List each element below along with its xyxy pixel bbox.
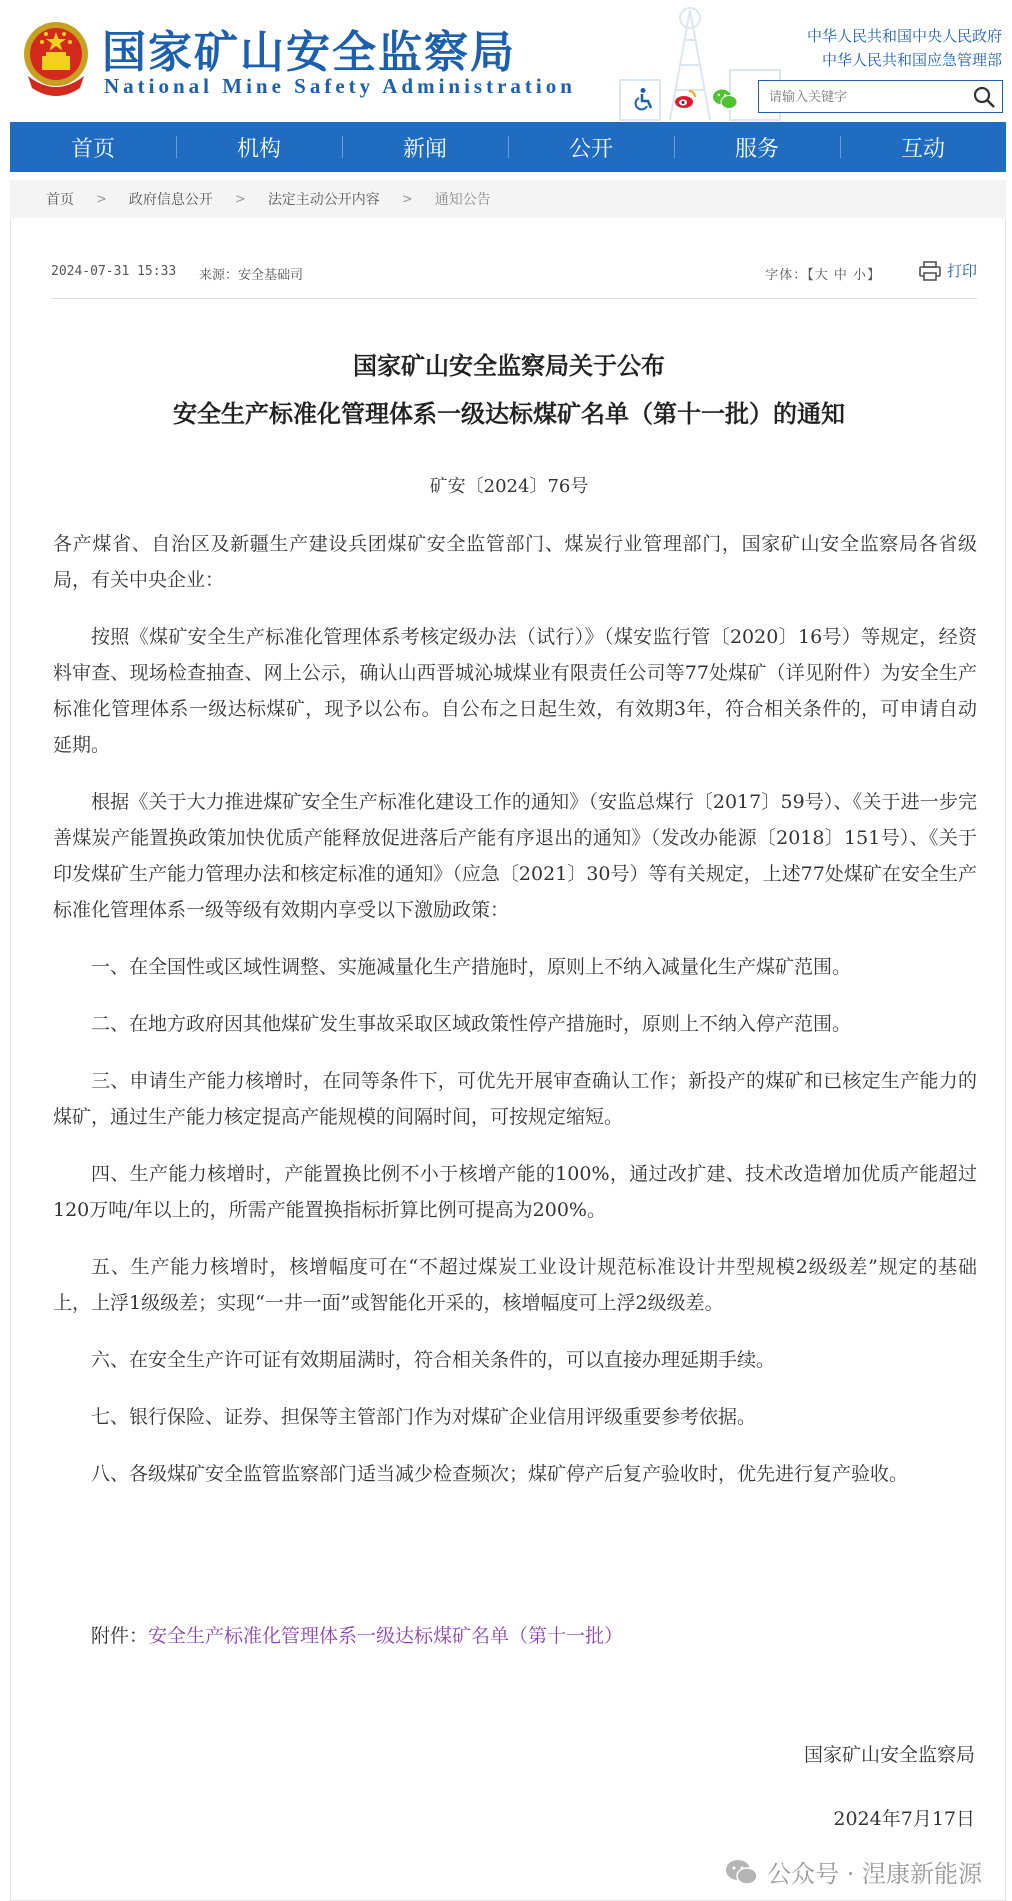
- breadcrumb-gov-info[interactable]: 政府信息公开: [128, 192, 213, 208]
- doc-paragraph: 五、生产能力核增时，核增幅度可在“不超过煤炭工业设计规范标准设计井型规模2级级差”规定的基础上，上浮1级级差；实现“一井一面”或智能化开采的，核增幅度可上浮2级级差。: [53, 1256, 977, 1314]
- print-label: 打印: [946, 262, 977, 280]
- chevron-right-icon: >: [401, 191, 413, 207]
- gov-link-emergency[interactable]: 中华人民共和国应急管理部: [821, 51, 1002, 69]
- breadcrumb: [10, 180, 1006, 218]
- font-size-switcher[interactable]: 字体：【大 中 小】: [765, 268, 881, 283]
- weibo-icon[interactable]: [672, 86, 698, 112]
- printer-icon: [919, 261, 941, 281]
- breadcrumb-statutory[interactable]: 法定主动公开内容: [267, 192, 380, 208]
- chevron-right-icon: >: [96, 191, 107, 207]
- site-title-cn[interactable]: 国家矿山安全监察局: [102, 27, 516, 78]
- nav-item-interaction[interactable]: 互动: [840, 122, 1006, 172]
- watermark-text: 公众号 · 涅康新能源: [767, 1860, 982, 1888]
- gov-link-central[interactable]: 中华人民共和国中央人民政府: [806, 27, 1002, 45]
- doc-paragraph: 八、各级煤矿安全监管监察部门适当减少检查频次；煤矿停产后复产验收时，优先进行复产验收。: [91, 1463, 909, 1485]
- doc-body: [53, 526, 977, 1513]
- accessibility-icon[interactable]: [632, 86, 658, 112]
- wechat-icon: [725, 1858, 759, 1886]
- doc-paragraph: 根据《关于大力推进煤矿安全生产标准化建设工作的通知》（安监总煤行〔2017〕59号）、《关于进一步完善煤炭产能置换政策加快优质产能释放促进落后产能有序退出的通知》（发改办能源〔2018〕151号）、《关于印发煤矿生产能力管理办法和核定标准的通知》（应急〔2021〕30号）等有关规定，上述77处煤矿在安全生产标准化管理体系一级等级有效期内享受以下激励政策：: [53, 791, 977, 921]
- sign-date: 2024年7月17日: [833, 1808, 975, 1830]
- doc-paragraph: 二、在地方政府因其他煤矿发生事故采取区域政策性停产措施时，原则上不纳入停产范围。: [91, 1013, 852, 1035]
- nav-item-organization[interactable]: 机构: [176, 122, 342, 172]
- national-emblem-icon[interactable]: [18, 18, 94, 98]
- doc-paragraph: 三、申请生产能力核增时，在同等条件下，可优先开展审查确认工作；新投产的煤矿和已核定生产能力的煤矿，通过生产能力核定提高产能规模的间隔时间，可按规定缩短。: [53, 1070, 977, 1128]
- doc-paragraph: 四、生产能力核增时，产能置换比例不小于核增产能的100%，通过改扩建、技术改造增加优质产能超过120万吨/年以上的，所需产能置换指标折算比例可提高为200%。: [53, 1163, 977, 1221]
- meta-divider: [51, 298, 977, 299]
- site-header: [0, 0, 1012, 122]
- signature: 国家矿山安全监察局: [803, 1744, 975, 1766]
- article-source: 来源：安全基础司: [199, 268, 304, 283]
- publish-datetime: 2024-07-31 15:33: [51, 264, 177, 279]
- attachment-link[interactable]: 安全生产标准化管理体系一级达标煤矿名单（第十一批）: [148, 1625, 624, 1647]
- attachment-label: 附件：: [91, 1625, 149, 1647]
- search-box: [758, 80, 1003, 113]
- doc-title-line2: 安全生产标准化管理体系一级达标煤矿名单（第十一批）的通知: [173, 399, 845, 428]
- search-icon[interactable]: [972, 85, 996, 109]
- article-container: [10, 218, 1006, 1901]
- doc-paragraph: 按照《煤矿安全生产标准化管理体系考核定级办法（试行）》（煤安监行管〔2020〕16号）等规定，经资料审查、现场检查抽查、网上公示，确认山西晋城沁城煤业有限责任公司等77处煤矿（详见附件）为安全生产标准化管理体系一级达标煤矿，现予以公布。自公布之日起生效，有效期3年，符合相关条件的，可申请自动延期。: [53, 626, 977, 756]
- gov-links: [807, 24, 1002, 72]
- chevron-right-icon: >: [234, 191, 246, 207]
- print-button[interactable]: [919, 260, 977, 281]
- doc-number: 矿安〔2024〕76号: [429, 476, 589, 497]
- doc-title-line1: 国家矿山安全监察局关于公布: [353, 351, 665, 380]
- nav-item-home[interactable]: 首页: [70, 136, 115, 162]
- doc-addressee: 各产煤省、自治区及新疆生产建设兵团煤矿安全监管部门、煤炭行业管理部门，国家矿山安全监察局各省级局，有关中央企业：: [53, 533, 977, 591]
- doc-paragraph: 七、银行保险、证券、担保等主管部门作为对煤矿企业信用评级重要参考依据。: [91, 1406, 757, 1428]
- site-title-en[interactable]: National Mine Safety Administration: [104, 74, 576, 98]
- main-nav: [10, 122, 1006, 172]
- search-input[interactable]: [769, 87, 959, 107]
- article-meta: [51, 258, 977, 288]
- nav-item-service[interactable]: 服务: [674, 122, 840, 172]
- attachment: [53, 1618, 977, 1654]
- watermark: [725, 1854, 982, 1889]
- breadcrumb-notices[interactable]: 通知公告: [434, 192, 491, 208]
- breadcrumb-home[interactable]: 首页: [46, 192, 74, 208]
- wechat-icon[interactable]: [712, 86, 738, 112]
- doc-paragraph: 一、在全国性或区域性调整、实施减量化生产措施时，原则上不纳入减量化生产煤矿范围。: [91, 956, 852, 978]
- doc-paragraph: 六、在安全生产许可证有效期届满时，符合相关条件的，可以直接办理延期手续。: [91, 1349, 776, 1371]
- nav-item-public[interactable]: 公开: [508, 122, 674, 172]
- nav-item-news[interactable]: 新闻: [342, 122, 508, 172]
- header-tools: [632, 84, 738, 114]
